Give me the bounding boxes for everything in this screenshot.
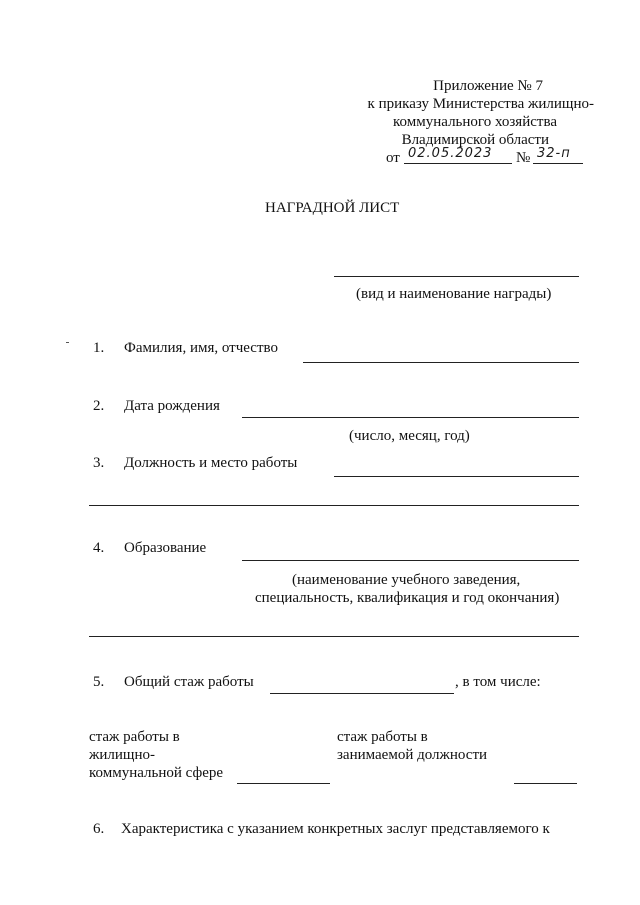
housing-experience-label-3: коммунальной сфере: [89, 765, 224, 781]
item-2-number: 2.: [93, 398, 105, 414]
item-4-label: Образование: [124, 540, 207, 556]
award-caption: (вид и наименование награды): [356, 286, 552, 302]
item-3-label: Должность и место работы: [124, 455, 298, 471]
item-5-label: Общий стаж работы: [124, 674, 254, 690]
item-2-label: Дата рождения: [124, 398, 220, 414]
position-line-2: [89, 505, 579, 506]
housing-experience-label-2: жилищно-: [89, 747, 155, 763]
appendix-date-value: 02.05.2023: [408, 146, 493, 161]
education-caption-1: (наименование учебного заведения,: [292, 572, 521, 588]
position-experience-line: [514, 783, 577, 784]
item-5-number: 5.: [93, 674, 105, 690]
item-4-number: 4.: [93, 540, 105, 556]
item-6-label: Характеристика с указанием конкретных заслуг представляемого к: [121, 821, 550, 837]
appendix-region-line: Владимирской области: [401, 132, 549, 148]
position-experience-label-2: занимаемой должности: [337, 747, 488, 763]
position-experience-label-1: стаж работы в: [337, 729, 428, 745]
item-5-suffix: , в том числе:: [455, 674, 541, 690]
item-1-number: 1.: [93, 340, 105, 356]
item-1-label: Фамилия, имя, отчество: [124, 340, 278, 356]
education-caption-2: специальность, квалификация и год окончания): [255, 590, 560, 606]
appendix-ministry-line: коммунального хозяйства: [393, 114, 557, 130]
housing-experience-line: [237, 783, 330, 784]
page-title: НАГРАДНОЙ ЛИСТ: [265, 200, 400, 216]
appendix-order-line: к приказу Министерства жилищно-: [367, 96, 594, 112]
full-name-line: [303, 362, 579, 363]
award-line: [334, 276, 579, 277]
margin-mark: [66, 342, 69, 343]
appendix-number-value: 32-п: [537, 146, 571, 161]
total-experience-line: [270, 693, 454, 694]
appendix-number-prefix: №: [516, 150, 531, 166]
education-line-1: [242, 560, 579, 561]
position-line-1: [334, 476, 579, 477]
birth-date-line: [242, 417, 579, 418]
housing-experience-label-1: стаж работы в: [89, 729, 180, 745]
education-line-2: [89, 636, 579, 637]
item-3-number: 3.: [93, 455, 105, 471]
appendix-number: Приложение № 7: [433, 78, 543, 94]
birth-date-caption: (число, месяц, год): [349, 428, 470, 444]
appendix-date-prefix: от: [386, 150, 400, 166]
appendix-date-line: [404, 163, 512, 164]
appendix-number-line: [533, 163, 583, 164]
item-6-number: 6.: [93, 821, 105, 837]
